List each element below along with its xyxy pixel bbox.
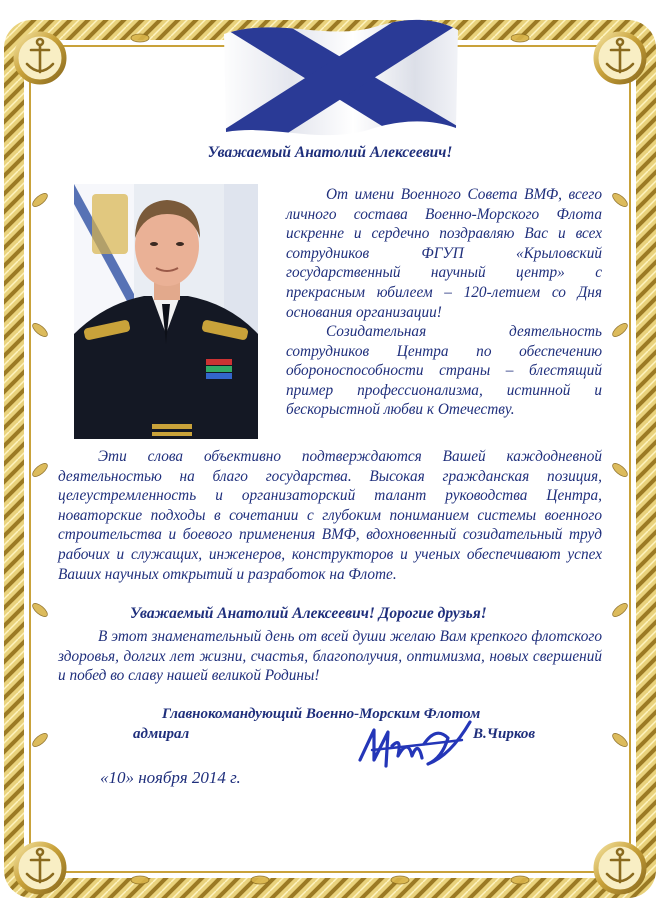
signatory-name: В.Чирков <box>473 726 536 742</box>
admiral-portrait <box>74 184 258 439</box>
paragraph-achievements: Эти слова объективно подтверждаются Вашей каждодневной деятельностью на благо государства. Высокая гражданская позиция, целеустремленность и организаторский талант руководства Центра, новаторские подходы в сочетании с глубоким пониманием системы военного строительства и боевого применения ВМФ, вдохновенный созидательный труд рабочих и служащих, инженеров, конструкторов и ученых обеспечивают успех Ваших научных открытий и разработок на Флоте. <box>58 448 602 583</box>
anchor-icon <box>596 844 644 892</box>
letter-date: «10» ноября 2014 г. <box>100 768 241 787</box>
paragraph-wishes: В этот знаменательный день от всей души желаю Вам крепкого флотского здоровья, долгих лет жизни, счастья, благополучия, оптимизма, новых свершений и побед во славу нашей великой Родины! <box>58 628 602 685</box>
naval-flag-icon <box>218 12 464 142</box>
second-greeting: Уважаемый Анатолий Алексеевич! Дорогие друзья! <box>130 605 487 622</box>
anchor-icon <box>16 844 64 892</box>
paragraph-congratulation: От имени Военного Совета ВМФ, всего личного состава Военно-Морского Флота искренне и сердечно поздравляю Вас и всех сотрудников ФГУП «Крыловский государственный научный центр» с прекрасным юбилеем – 120-летием со Дня основания организации! <box>286 186 602 321</box>
paragraph-activity: Созидательная деятельность сотрудников Центра по обеспечению обороноспособности страны – блестящий пример профессионализма, истинной и бескорыстной любви к Отечеству. <box>286 323 602 419</box>
signatory-rank: адмирал <box>133 726 190 742</box>
anchor-icon <box>596 34 644 82</box>
greeting-heading: Уважаемый Анатолий Алексеевич! <box>207 144 453 161</box>
anchor-icon <box>16 34 64 82</box>
signatory-title: Главнокомандующий Военно-Морским Флотом <box>162 706 481 722</box>
handwritten-signature <box>352 716 476 776</box>
